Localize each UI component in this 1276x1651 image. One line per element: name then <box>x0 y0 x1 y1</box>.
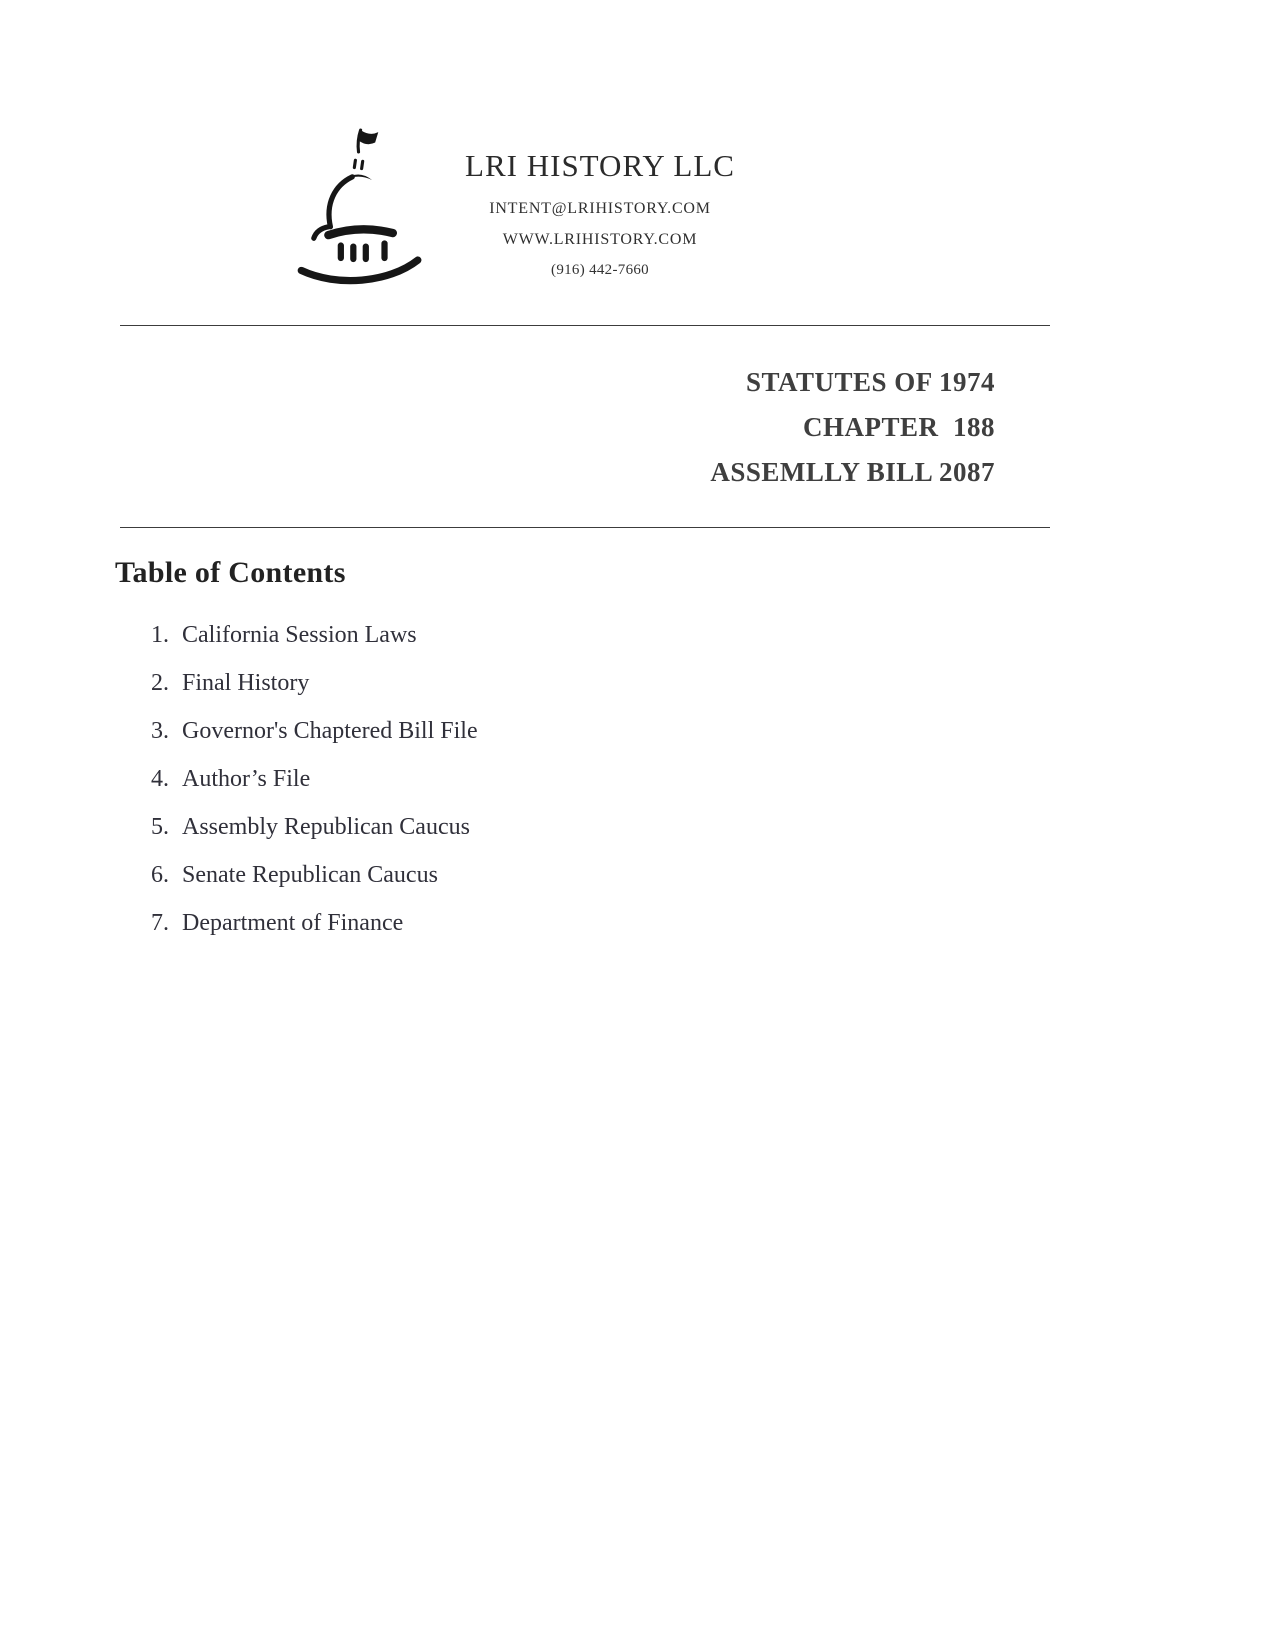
toc-item <box>143 766 843 793</box>
document-title-block <box>495 367 995 502</box>
title-bill: ASSEMLLY BILL 2087 <box>710 457 995 487</box>
toc-item-number: 1. <box>151 622 169 648</box>
toc-item <box>143 622 843 649</box>
toc-heading: Table of Contents <box>115 556 346 589</box>
divider-bottom <box>120 527 1050 528</box>
toc-list <box>143 622 843 958</box>
toc-item <box>143 718 843 745</box>
toc-item-label: Senate Republican Caucus <box>182 862 438 888</box>
toc-item-number: 7. <box>151 910 169 936</box>
letterhead <box>420 148 780 279</box>
toc-item-label: Department of Finance <box>182 910 404 936</box>
toc-item-label: Final History <box>182 670 310 696</box>
toc-item <box>143 814 843 841</box>
company-website: WWW.LRIHISTORY.COM <box>502 231 698 248</box>
toc-item-number: 2. <box>151 670 169 696</box>
company-email: INTENT@LRIHISTORY.COM <box>489 200 711 217</box>
toc-item-number: 5. <box>151 814 169 840</box>
toc-item-label: California Session Laws <box>182 622 417 648</box>
toc-item-label: Governor's Chaptered Bill File <box>182 718 478 744</box>
company-name: LRI HISTORY LLC <box>465 148 735 183</box>
title-chapter: CHAPTER 188 <box>802 412 995 442</box>
toc-item <box>143 670 843 697</box>
divider-top <box>120 325 1050 326</box>
company-phone: (916) 442-7660 <box>551 262 649 278</box>
title-statutes: STATUTES OF 1974 <box>745 367 995 397</box>
toc-item-number: 4. <box>151 766 169 792</box>
toc-item-number: 6. <box>151 862 169 888</box>
toc-item-label: Author’s File <box>182 766 311 792</box>
toc-item <box>143 910 843 937</box>
toc-item-label: Assembly Republican Caucus <box>182 814 470 840</box>
toc-item-number: 3. <box>151 718 169 744</box>
toc-item <box>143 862 843 889</box>
